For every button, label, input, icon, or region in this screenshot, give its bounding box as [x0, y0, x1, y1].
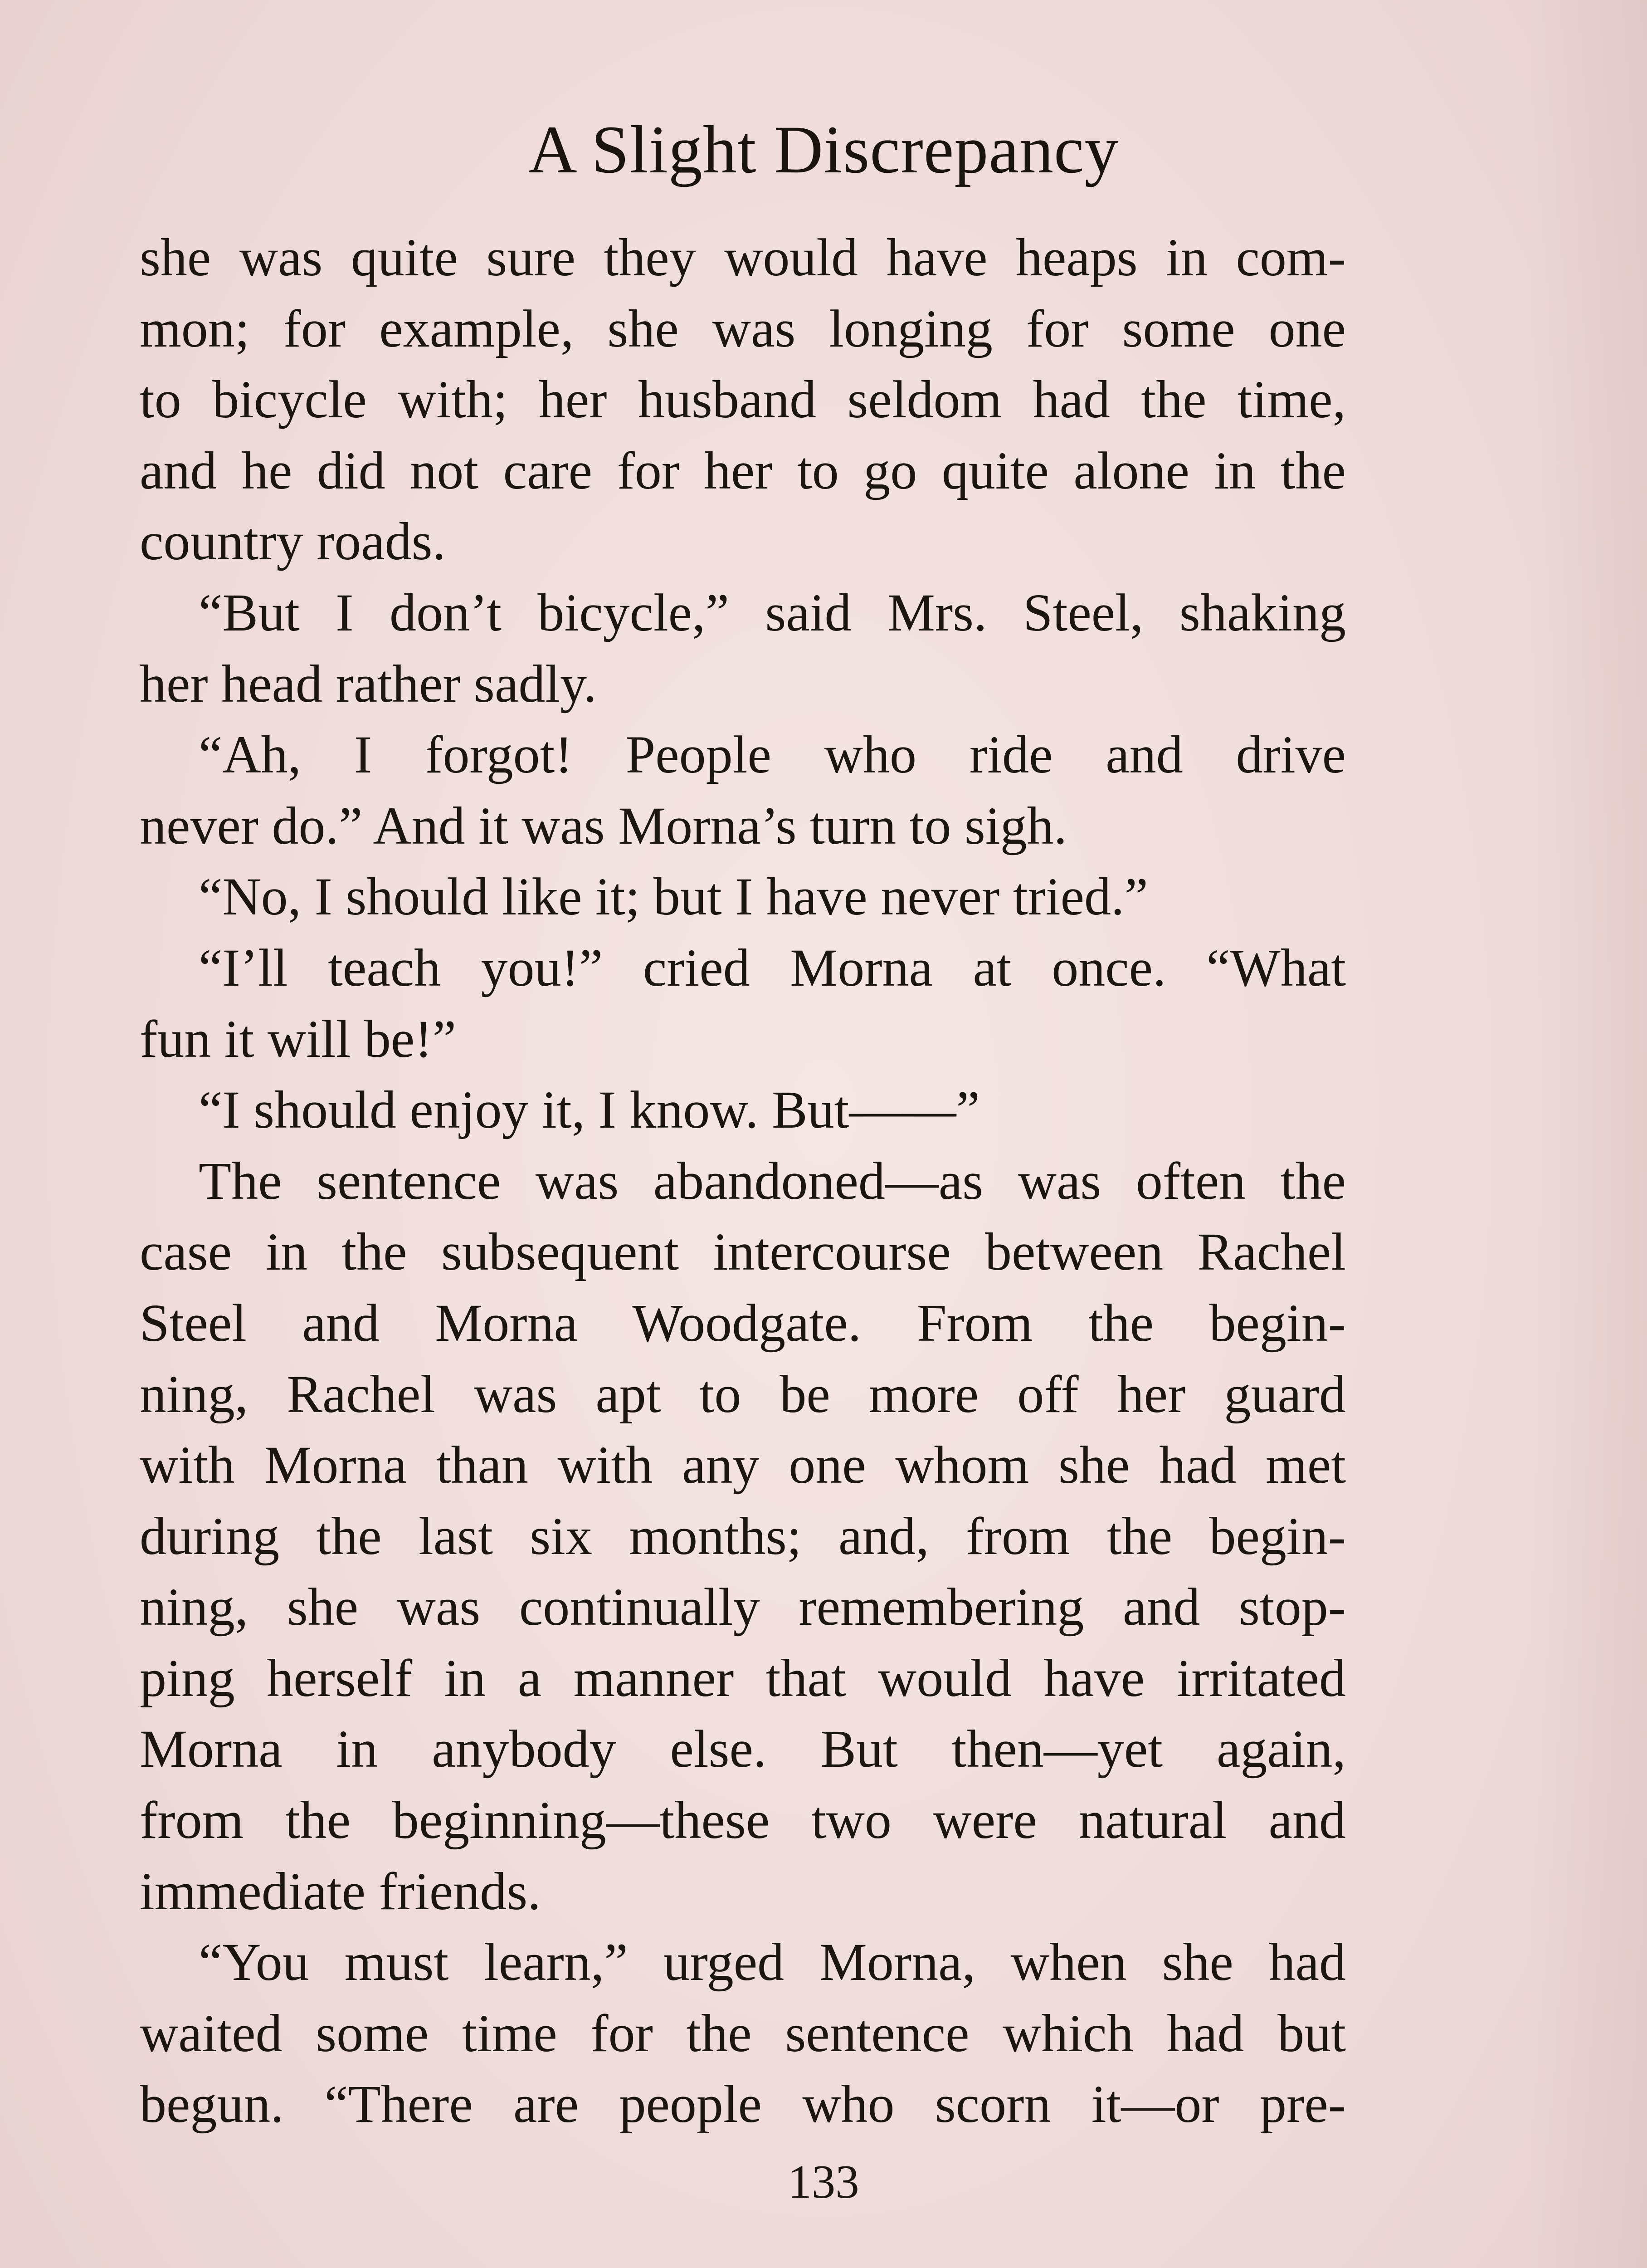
- text-line: begun. “There are people who scorn it—or pre-: [140, 2074, 1346, 2134]
- body-text: [140, 222, 1346, 2140]
- text-line: “No, I should like it; but I have never tried.”: [199, 867, 1148, 927]
- text-line: during the last six months; and, from the begin-: [140, 1506, 1346, 1566]
- text-line: with Morna than with any one whom she had met: [140, 1435, 1346, 1495]
- text-line: she was quite sure they would have heaps in com-: [140, 228, 1346, 287]
- text-line: Morna in anybody else. But then—yet again,: [140, 1719, 1346, 1779]
- text-line: “You must learn,” urged Morna, when she had: [199, 1932, 1346, 1992]
- text-line: case in the subsequent intercourse between Rachel: [140, 1222, 1346, 1282]
- text-line: from the beginning—these two were natural and: [140, 1790, 1346, 1850]
- text-line: “I should enjoy it, I know. But——”: [199, 1080, 980, 1140]
- text-line: “Ah, I forgot! People who ride and drive: [199, 725, 1346, 785]
- text-line: her head rather sadly.: [140, 654, 597, 714]
- text-line: and he did not care for her to go quite alone in the: [140, 440, 1346, 500]
- page-number: 133: [788, 2155, 859, 2208]
- text-line: ning, Rachel was apt to be more off her guard: [140, 1364, 1346, 1424]
- text-line: Steel and Morna Woodgate. From the begin-: [140, 1293, 1346, 1353]
- text-line: country roads.: [140, 512, 446, 572]
- text-line: fun it will be!”: [140, 1009, 456, 1069]
- text-line: The sentence was abandoned—as was often the: [199, 1151, 1346, 1211]
- text-line: “But I don’t bicycle,” said Mrs. Steel, shaking: [199, 582, 1346, 642]
- text-line: waited some time for the sentence which had but: [140, 2003, 1346, 2063]
- text-line: to bicycle with; her husband seldom had the time,: [140, 370, 1346, 430]
- page-edge-shading: [1529, 0, 1647, 2268]
- text-line: mon; for example, she was longing for some one: [140, 298, 1346, 358]
- text-line: ning, she was continually remembering and stop-: [140, 1577, 1346, 1637]
- text-line: “I’ll teach you!” cried Morna at once. “What: [199, 938, 1346, 997]
- text-line: ping herself in a manner that would have irritated: [140, 1648, 1346, 1708]
- text-line: never do.” And it was Morna’s turn to sigh.: [140, 796, 1067, 855]
- running-head: A Slight Discrepancy: [528, 112, 1119, 187]
- text-line: immediate friends.: [140, 1861, 541, 1921]
